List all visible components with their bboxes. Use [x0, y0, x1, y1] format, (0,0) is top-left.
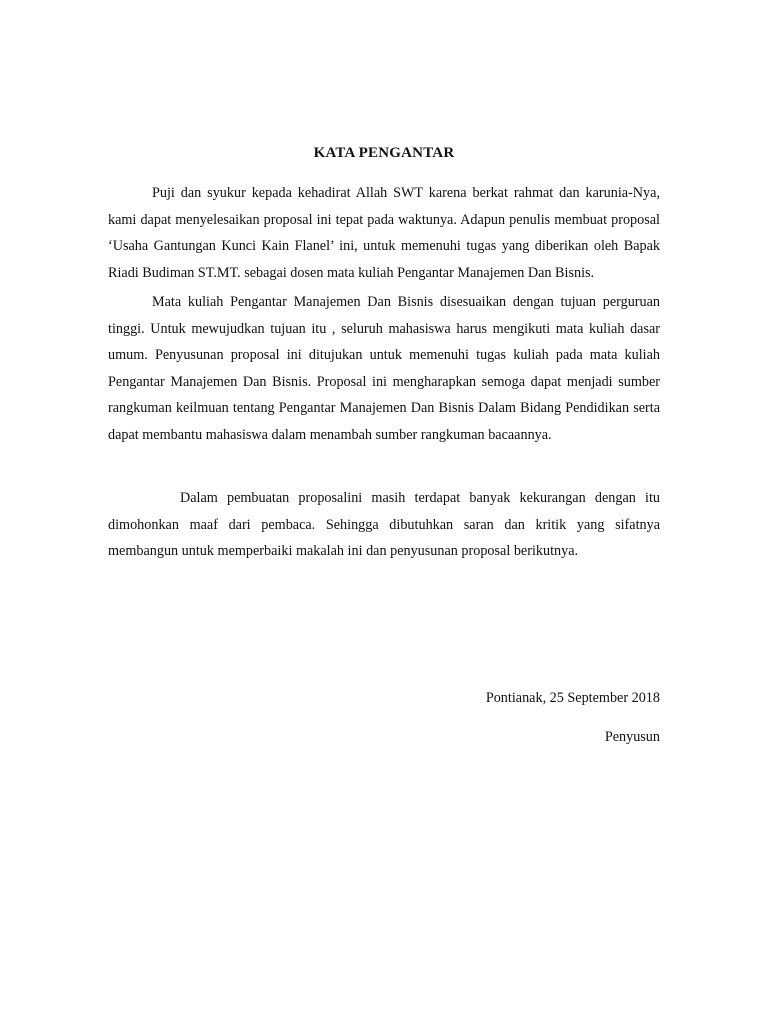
paragraph-course: Mata kuliah Pengantar Manajemen Dan Bisnis disesuaikan dengan tujuan perguruan tinggi. Untuk mewujudkan tujuan itu , seluruh mahasiswa harus mengikuti mata kuliah dasar umum. Penyusunan proposal ini ditujukan untuk memenuhi tugas kuliah pada mata kuliah Pengantar Manajemen Dan Bisnis. Proposal ini mengharapkan semoga dapat menjadi sumber rangkuman keilmuan tentang Pengantar Manajemen Dan Bisnis Dalam Bidang Pendidikan serta dapat membantu mahasiswa dalam menambah sumber rangkuman bacaannya.	[108, 294, 660, 443]
paragraph-closing: Dalam pembuatan proposalini masih terdapat banyak kekurangan dengan itu dimohonkan maaf dari pembaca. Sehingga dibutuhkan saran dan kritik yang sifatnya membangun untuk memperbaiki makalah ini dan penyusunan proposal berikutnya.	[108, 490, 660, 559]
paragraph-intro: Puji dan syukur kepada kehadirat Allah SWT karena berkat rahmat dan karunia-Nya, kami dapat menyelesaikan proposal ini tepat pada waktunya. Adapun penulis membuat proposal ‘Usaha Gantungan Kunci Kain Flanel’ ini, untuk memenuhi tugas yang diberikan oleh Bapak Riadi Budiman ST.MT. sebagai dosen mata kuliah Pengantar Manajemen Dan Bisnis.	[108, 185, 660, 281]
author-signature: Penyusun	[604, 729, 660, 745]
place-date: Pontianak, 25 September 2018	[485, 690, 660, 706]
page-title: KATA PENGANTAR	[313, 145, 455, 161]
